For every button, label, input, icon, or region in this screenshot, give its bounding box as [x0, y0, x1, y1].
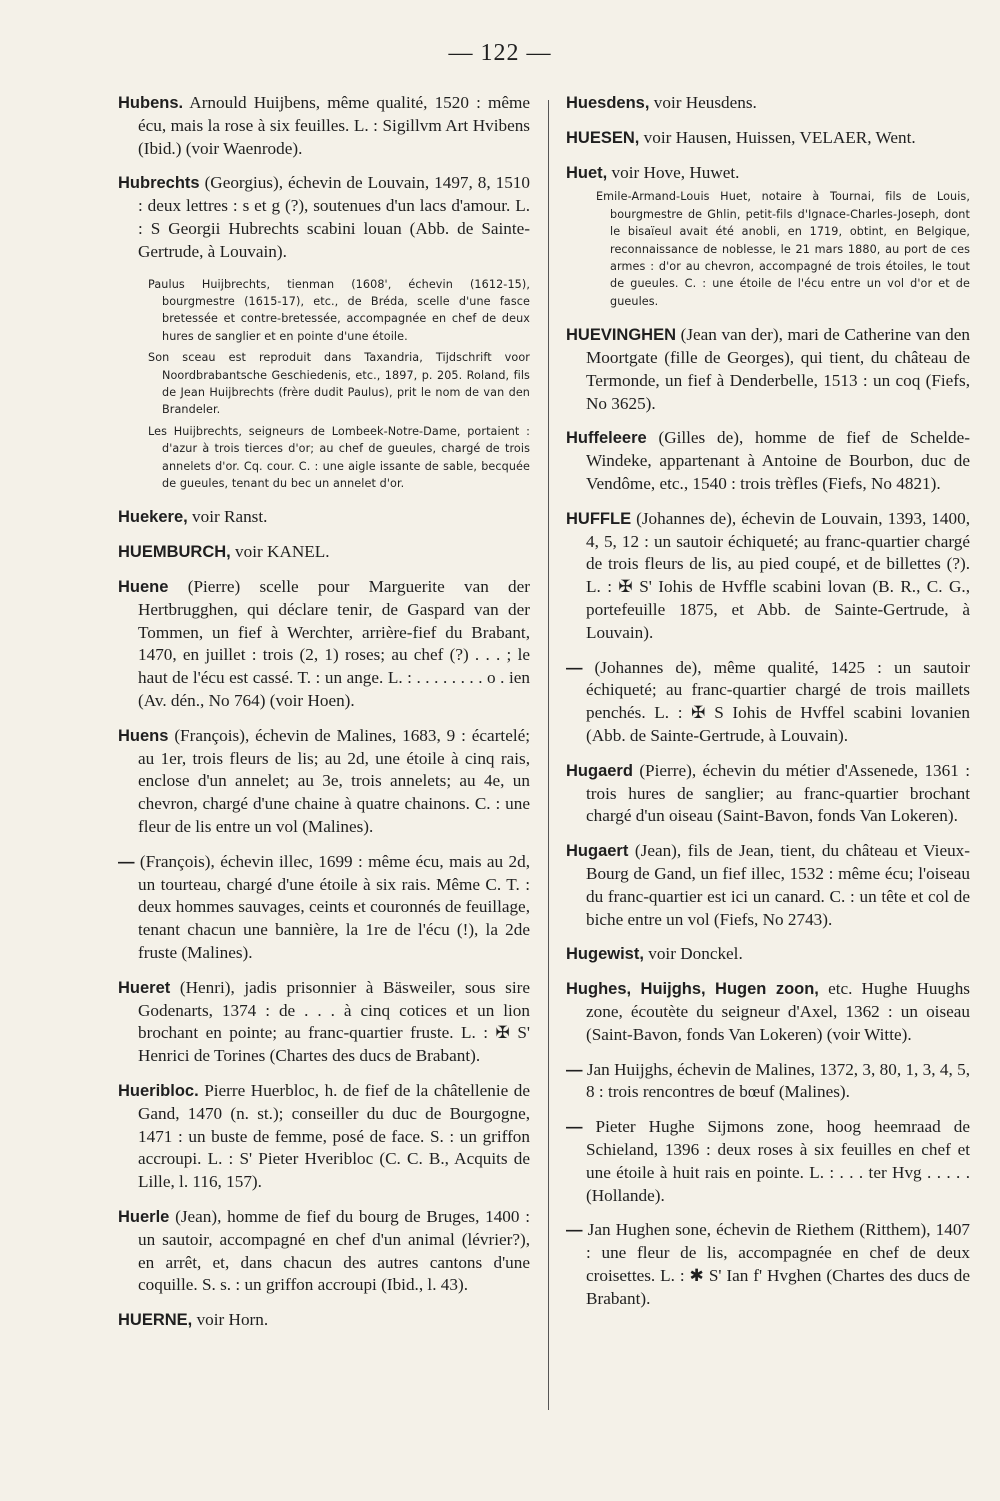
entry-headword: HUEVINGHEN	[566, 326, 677, 345]
entry-text: (Gilles de), homme de fief de Schelde-Windeke, appartenant à Antoine de Bourbon, duc de Vendôme, etc., 1540 : trois trèfles (Fiefs, No 4821).	[586, 428, 970, 494]
right-column	[566, 92, 970, 1323]
entry-text: (Georgius), échevin de Louvain, 1497, 8, 1510 : deux lettres : s et g (?), soutenues d'un lacs d'amour. L. : S Georgii Hubrechts scabini louan (Abb. de Sainte-Gertrude, à Louvain).	[138, 173, 530, 261]
entry-headword: Hughes, Huijghs, Hugen zoon,	[566, 980, 819, 999]
entry	[566, 508, 970, 645]
entry	[566, 943, 970, 966]
entry-headword: HUEMBURCH,	[118, 543, 231, 562]
entry	[566, 162, 970, 185]
entry-headword: Hugaerd	[566, 761, 633, 780]
entry-text: (Jean van der), mari de Catherine van den Moortgate (fille de Georges), qui tient, du château de Termonde, un fief à Denderbelle, 1513 : un coq (Fiefs, No 3625).	[586, 325, 971, 413]
entry-text: voir Donckel.	[648, 944, 743, 964]
entry	[118, 172, 530, 263]
entry	[118, 977, 530, 1068]
entry	[118, 506, 530, 529]
entry	[566, 427, 970, 495]
entry	[118, 1206, 530, 1297]
entry	[566, 1219, 970, 1310]
entry-headword: —	[566, 1118, 583, 1137]
entry	[566, 657, 970, 748]
entry-text: Arnould Huijbens, même qualité, 1520 : même écu, mais la rose à six feuilles. L. : Sigillvm Art Hvibens (Ibid.) (voir Waenrode).	[138, 93, 530, 158]
entry-headword: Hugaert	[566, 842, 629, 861]
entry-text: voir Hausen, Huissen, VELAER, Went.	[643, 127, 916, 147]
entry-text: etc. Hughe Huughs zone, écoutète du seigneur d'Axel, 1362 : un oiseau (Saint-Bavon, fonds Van Lokeren) (voir Witte).	[586, 979, 970, 1044]
entry	[566, 1059, 970, 1105]
entry-headword: Hugewist,	[566, 945, 644, 964]
entry	[566, 978, 970, 1046]
entry-text: voir Ranst.	[192, 507, 268, 527]
entry	[566, 840, 970, 931]
entry-headword: Hueret	[118, 978, 171, 997]
entry-text: (François), échevin illec, 1699 : même écu, mais au 2d, un tourteau, chargé d'une étoile à six rais. Même C. T. : deux hommes sauvages, ceints et couronnés de feuillage, tenant chacun une bannière, la 1re de l'écu (!), la 2de fruste (Malines).	[138, 851, 530, 962]
entry-headword: Huffeleere	[566, 429, 647, 448]
entry-text: Jan Hughen sone, échevin de Riethem (Ritthem), 1407 : une fleur de lis, accompagnée en chef de deux croisettes. L. : ✱ S' Ian f' Hvghen (Chartes des ducs de Brabant).	[586, 1220, 971, 1308]
entry-text: (Johannes de), même qualité, 1425 : un sautoir échiqueté; au franc-quartier chargé de trois maillets penchés. L. : ✠ S Iohis de Hvffel scabini lovanien (Abb. de Sainte-Gertrude, à Louvain).	[586, 657, 971, 745]
entry-headword: Huet,	[566, 163, 608, 182]
entry	[118, 541, 530, 564]
entry-text: voir Heusdens.	[653, 93, 757, 112]
entry-text: voir KANEL.	[235, 542, 330, 562]
entry-text: (Johannes de), échevin de Louvain, 1393, 1400, 4, 5, 12 : un sautoir échiqueté; au franc-quartier chargé de trois fleurs de lis, au pied coupé, et de billettes (?). L. : ✠ S' Iohis de Hvffle scabini lovan (B. R., C. G., portefeuille 1875, et Abb. de Sainte-Gertrude, à Louvain).	[586, 508, 971, 642]
entry-text: (Henri), jadis prisonnier à Bäsweiler, sous sire Godenarts, 1374 : de . . . à cinq cotices et un lion brochant en pointe; au franc-quartier fruste. L. : ✠ S' Henrici de Torines (Chartes des ducs de Brabant).	[138, 977, 530, 1066]
entry-headword: Hueribloc.	[118, 1081, 199, 1100]
entry-headword: Hubrechts	[118, 174, 200, 193]
entry-text: (Pierre), échevin du métier d'Assenede, 1361 : trois hures de sanglier; au franc-quartier brochant chargé d'un oiseau (Saint-Bavon, fonds Van Lokeren).	[586, 760, 970, 826]
entry-headword: HUERNE,	[118, 1311, 193, 1330]
entry-headword: Huesdens,	[566, 94, 650, 112]
entry-text: (Jean), fils de Jean, tient, du château et Vieux-Bourg de Gand, un fief illec, 1532 : même écu; l'oiseau du franc-quartier est ici un canard. C. : un tête et col de biche entre un vol (Fiefs, No 2743).	[586, 841, 970, 929]
entry	[118, 725, 530, 839]
entry-headword: Huens	[118, 726, 169, 745]
entry-headword: HUFFLE	[566, 509, 632, 528]
entry-headword: HUESEN,	[566, 128, 640, 147]
entry-text: Pieter Hughe Sijmons zone, hoog heemraad de Schieland, 1396 : deux roses à six feuilles en chef et une étoile à huit rais en pointe. L. : . . . ter Hvg . . . . . (Hollande).	[586, 1117, 970, 1205]
entry	[118, 1309, 530, 1332]
entry	[118, 576, 530, 713]
entry-text: voir Hove, Huwet.	[611, 162, 740, 182]
entry	[566, 127, 970, 150]
entry-headword: Huekere,	[118, 508, 188, 527]
note: Emile-Armand-Louis Huet, notaire à Tournai, fils de Louis, bourgmestre de Ghlin, petit-fils d'Ignace-Charles-Joseph, dont le bisaïeul avait été anobli, en 1719, obtint, en Belgique, reconnaissance de noblesse, le 21 mars 1880, au port de ces armes : d'or au chevron, accompagné de trois étoiles, le tout de gueules. C. : une étoile de l'écu entre un vol d'or et de gueules.	[596, 190, 970, 308]
note: Son sceau est reproduit dans Taxandria, Tijdschrift voor Noordbrabantsche Geschiedenis, etc., 1897, p. 205. Roland, fils de Jean Huijbrechts (frère dudit Paulus), prit le nom de van den Brandeler.	[148, 351, 530, 417]
entry-headword: —	[566, 1221, 583, 1240]
entry-headword: Huene	[118, 578, 169, 597]
entry	[566, 760, 970, 828]
entry-headword: —	[118, 852, 135, 871]
entry-text: Jan Huijghs, échevin de Malines, 1372, 3, 80, 1, 3, 4, 5, 8 : trois rencontres de bœuf (Malines).	[586, 1059, 970, 1102]
entry	[566, 92, 970, 115]
entry-text: (Pierre) scelle pour Marguerite van der Hertbrugghen, qui déclare tenir, de Gaspard van der Tommen, un fief à Werchter, arrière-fief du Brabant, 1470, en juillet : trois (2, 1) roses; au chef (?) . . . ; le haut de l'écu est cassé. T. : un ange. L. : . . . . . . . . o . ien (Av. dén., No 764) (voir Hoen).	[138, 577, 531, 711]
entry	[118, 1080, 530, 1194]
note: Les Huijbrechts, seigneurs de Lombeek-Notre-Dame, portaient : d'azur à trois tierces d'or; au chef de gueules, chargé de trois annelets d'or. Cq. cour. C. : une aigle issante de sable, becquée de gueules, tenant du bec un annelet d'or.	[148, 424, 530, 491]
entry-text: (Jean), homme de fief du bourg de Bruges, 1400 : un sautoir, accompagné en chef d'un animal (lévrier?), en arrêt, et, dans chacun des autres cantons d'une coquille. S. s. : un griffon accroupi (Ibid., l. 43).	[138, 1206, 531, 1295]
entry	[118, 851, 530, 965]
entry	[118, 92, 530, 160]
entry-headword: Huerle	[118, 1207, 170, 1226]
left-column	[118, 92, 530, 1344]
column-divider	[548, 100, 549, 1410]
page-number: — 122 —	[448, 40, 552, 66]
entry	[566, 324, 970, 415]
note: Paulus Huijbrechts, tienman (1608', échevin (1612-15), bourgmestre (1615-17), etc., de Bréda, scelle d'une fasce bretessée et contre-bretessée, accompagnée en chef de deux hures de sanglier et en pointe d'une étoile.	[148, 277, 530, 343]
entry-text: (François), échevin de Malines, 1683, 9 : écartelé; au 1er, trois fleurs de lis; au 2d, une étoile à cinq rais, enclose d'un annelet; au 3e, trois annelets; au 4e, un chevron, chargé d'une chaine à quatre chainons. C. : une fleur de lis entre un vol (Malines).	[138, 725, 530, 837]
entry-text: Pierre Huerbloc, h. de fief de la châtellenie de Gand, 1470 (n. st.); conseiller du duc de Bourgogne, 1471 : un buste de femme, posé de face. S. : un griffon accroupi. L. : S' Pieter Hveribloc (C. C. B., Acquits de Lille, l. 116, 157).	[138, 1080, 530, 1192]
entry-headword: Hubens.	[118, 94, 184, 112]
entry-text: voir Horn.	[196, 1310, 269, 1330]
entry	[566, 1116, 970, 1207]
entry-headword: —	[566, 1060, 583, 1079]
entry-headword: —	[566, 658, 583, 677]
